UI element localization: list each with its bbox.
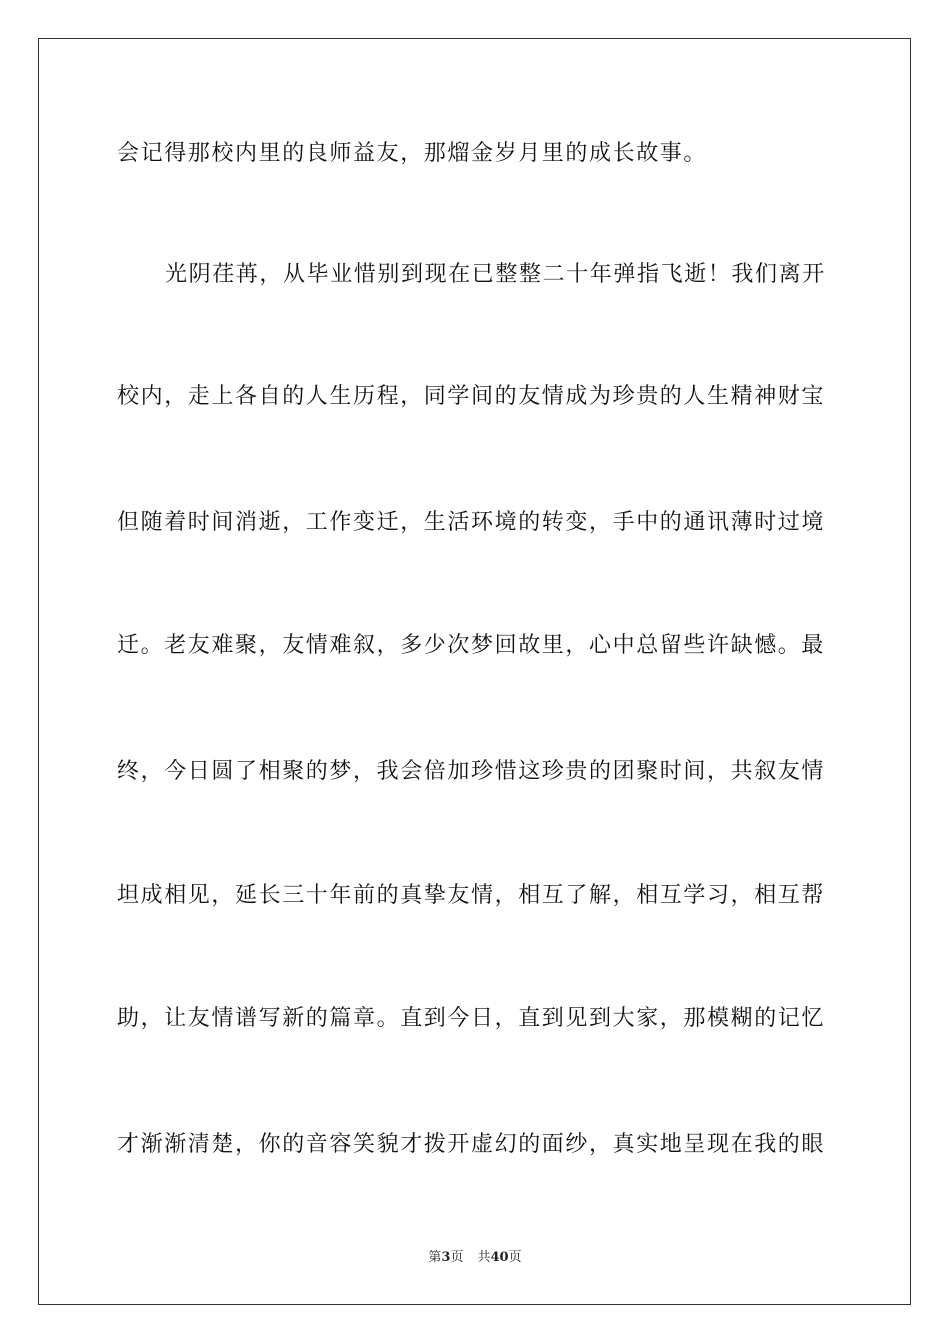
text-line-9: 才渐渐清楚，你的音容笑貌才拨开虚幻的面纱，真实地呈现在我的眼 bbox=[117, 1132, 826, 1157]
total-pages: 共40页 bbox=[477, 1250, 522, 1265]
text-line-6: 终，今日圆了相聚的梦，我会倍加珍惜这珍贵的团聚时间，共叙友情 bbox=[117, 759, 826, 784]
text-line-4: 但随着时间消逝，工作变迁，生活环境的转变，手中的通讯薄时过境 bbox=[117, 510, 826, 535]
text-line-2: 光阴荏苒，从毕业惜别到现在已整整二十年弹指飞逝！我们离开 bbox=[165, 262, 826, 287]
text-line-8: 助，让友情谱写新的篇章。直到今日，直到见到大家，那模糊的记忆 bbox=[117, 1006, 826, 1031]
page-footer bbox=[0, 1246, 950, 1265]
text-line-3: 校内，走上各自的人生历程，同学间的友情成为珍贵的人生精神财宝 bbox=[117, 384, 826, 409]
text-line-1: 会记得那校内里的良师益友，那熘金岁月里的成长故事。 bbox=[117, 141, 708, 166]
page-number: 第3页 bbox=[428, 1250, 464, 1265]
text-line-7: 坦成相见，延长三十年前的真挚友情，相互了解，相互学习，相互帮 bbox=[117, 883, 826, 908]
page-border bbox=[38, 38, 911, 1305]
text-line-5: 迁。老友难聚，友情难叙，多少次梦回故里，心中总留些许缺憾。最 bbox=[117, 633, 826, 658]
